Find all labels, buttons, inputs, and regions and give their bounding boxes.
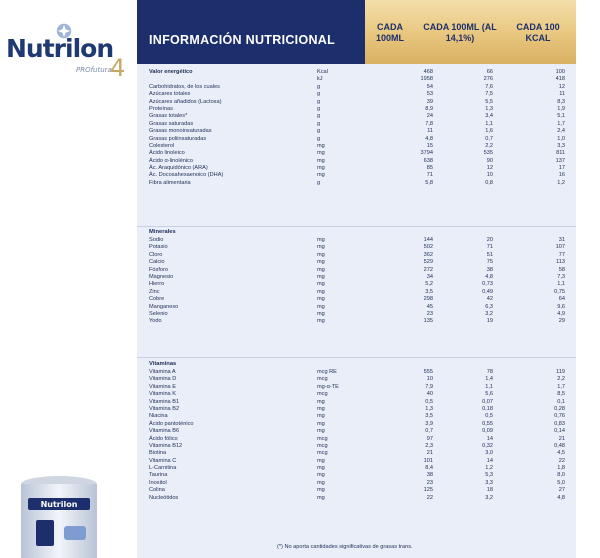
value-per-100kcal: 29	[558, 318, 565, 325]
nutrient-unit: mcg	[317, 391, 328, 398]
value-per-100ml: 125	[423, 487, 433, 494]
nutrient-unit: mg	[317, 142, 325, 149]
value-per-100ml-14: 0,5	[485, 413, 493, 420]
value-per-100ml-14: 66	[486, 69, 493, 75]
value-per-100kcal: 8,0	[557, 472, 565, 479]
value-per-100kcal: 31	[558, 237, 565, 243]
nutrient-name: Ác. Araquidónico (ARA)	[149, 165, 208, 172]
nutrient-name: Azúcares totales	[149, 91, 191, 98]
value-per-100ml: 298	[423, 296, 433, 303]
value-per-100ml: 38	[426, 472, 433, 479]
table-row	[149, 406, 569, 413]
value-per-100kcal: 8,3	[557, 98, 565, 105]
nutrient-unit: g	[317, 105, 321, 112]
value-per-100kcal: 0,28	[554, 405, 565, 412]
brand-sub: PROfutura	[76, 66, 112, 74]
nutrient-name: Taurina	[149, 472, 168, 479]
value-per-100ml: 15	[426, 142, 433, 149]
value-per-100ml-14: 4,8	[485, 273, 493, 280]
nutrient-unit: mg	[317, 273, 325, 280]
value-per-100kcal: 64	[558, 296, 565, 303]
value-per-100ml-14: 3,2	[485, 310, 493, 317]
table-row	[149, 296, 569, 303]
panel-title: INFORMACIÓN NUTRICIONAL	[149, 33, 336, 47]
nutrient-name: Vitamina A	[149, 369, 176, 375]
value-per-100kcal: 137	[555, 157, 565, 164]
table-row	[149, 180, 569, 187]
value-per-100ml: 7,9	[425, 383, 433, 390]
svg-text:Nutrilon: Nutrilon	[40, 500, 78, 509]
nutrient-unit: mg	[317, 237, 325, 243]
nutrient-name: Niacina	[149, 413, 168, 420]
value-per-100kcal: 0,48	[554, 442, 565, 449]
divider	[137, 357, 576, 358]
nutrient-name: Azúcares añadidos (Lactosa)	[149, 98, 222, 105]
value-per-100ml-14: 535	[483, 150, 493, 157]
value-per-100ml: 468	[423, 69, 433, 75]
value-per-100ml-14: 3,4	[485, 113, 493, 120]
value-per-100ml: 5,2	[425, 281, 433, 288]
table-row	[149, 443, 569, 450]
value-per-100ml: 53	[426, 91, 433, 98]
value-per-100kcal: 3,3	[557, 142, 565, 149]
value-per-100ml: 638	[423, 157, 433, 164]
nutrient-name: Grasas monoinsaturadas	[149, 128, 212, 135]
table-row	[149, 436, 569, 443]
table-row	[149, 480, 569, 487]
value-per-100ml-14: 14	[486, 435, 493, 442]
nutrient-unit: mg	[317, 266, 325, 273]
table-row	[149, 143, 569, 150]
value-per-100ml: 272	[423, 266, 433, 273]
value-per-100ml: 3,5	[425, 413, 433, 420]
value-per-100kcal: 4,5	[557, 450, 565, 457]
nutrient-name: Zinc	[149, 288, 160, 295]
value-per-100ml: 54	[426, 83, 433, 90]
table-row	[149, 172, 569, 179]
nutrient-unit: mg	[317, 296, 325, 303]
value-per-100ml: 1,3	[425, 405, 433, 412]
value-per-100ml: 2,3	[425, 442, 433, 449]
value-per-100ml-14: 0,09	[482, 428, 493, 435]
nutrient-name: Ácido pantoténico	[149, 420, 194, 427]
value-per-100ml-14: 7,6	[485, 83, 493, 90]
table-row	[149, 450, 569, 457]
table-row	[149, 458, 569, 465]
nutrient-unit: mg	[317, 428, 325, 435]
column-header-per-100ml-14: CADA 100ML (AL 14,1%)	[423, 22, 497, 43]
nutrient-name: Colina	[149, 487, 165, 494]
value-per-100ml: 22	[426, 494, 433, 501]
nutrient-name: Calcio	[149, 259, 165, 266]
nutrient-name: Vitamina D	[149, 376, 177, 383]
value-per-100ml-14: 0,8	[485, 179, 493, 186]
nutrient-unit: g	[317, 83, 321, 90]
nutrient-unit: g	[317, 179, 321, 186]
nutrient-name: Ácido α-linolénico	[149, 157, 193, 164]
table-row	[149, 413, 569, 420]
value-per-100ml: 3794	[420, 150, 433, 157]
nutrient-unit: mg	[317, 310, 325, 317]
table-row	[149, 252, 569, 259]
table-row	[149, 244, 569, 251]
value-per-100ml: 4,8	[425, 135, 433, 142]
value-per-100ml-14: 1,1	[485, 120, 493, 127]
value-per-100ml-14: 19	[486, 318, 493, 325]
value-per-100ml: 10	[426, 376, 433, 383]
value-per-100ml: 362	[423, 251, 433, 258]
value-per-100kcal: 12	[558, 83, 565, 90]
column-header-per-100ml: CADA 100ML	[375, 22, 404, 43]
nutrient-unit: g	[317, 98, 321, 105]
nutrient-unit: mg	[317, 487, 325, 494]
value-per-100ml: 135	[423, 318, 433, 325]
value-per-100kcal: 1,0	[557, 135, 565, 142]
nutrient-name: Vitamina B2	[149, 405, 180, 412]
value-per-100kcal: 27	[558, 487, 565, 494]
table-row	[149, 113, 569, 120]
table-row	[149, 91, 569, 98]
value-per-100kcal: 811	[556, 150, 565, 157]
value-per-100ml-14: 14	[486, 457, 493, 464]
nutrient-name: Selenio	[149, 310, 168, 317]
nutrient-name: Inositol	[149, 479, 167, 486]
value-per-100ml: 7,8	[425, 120, 433, 127]
nutrient-name: Fósforo	[149, 266, 168, 273]
value-per-100kcal: 0,75	[554, 288, 565, 295]
value-per-100ml-14: 42	[486, 296, 493, 303]
value-per-100kcal: 22	[558, 457, 565, 464]
nutrient-unit: mg	[317, 457, 325, 464]
table-row	[149, 99, 569, 106]
value-per-100ml: 23	[426, 310, 433, 317]
value-per-100kcal: 119	[556, 369, 565, 375]
value-per-100ml: 97	[426, 435, 433, 442]
value-per-100ml: 23	[426, 479, 433, 486]
table-row	[149, 69, 569, 76]
value-per-100ml-14: 71	[486, 244, 493, 251]
nutrient-unit: g	[317, 120, 321, 127]
value-per-100ml: 71	[426, 172, 433, 179]
nutrient-unit: mcg	[317, 435, 328, 442]
table-row	[149, 259, 569, 266]
nutrient-name: Carbohidratos, de los cuales	[149, 83, 220, 90]
value-per-100kcal: 7,3	[557, 273, 565, 280]
nutrient-unit: Kcal	[317, 69, 328, 75]
nutrient-name: Vitamina E	[149, 383, 176, 390]
nutrient-unit: mg	[317, 494, 325, 501]
value-per-100ml: 144	[423, 237, 433, 243]
nutrient-unit: mg	[317, 251, 325, 258]
value-per-100kcal: 113	[556, 259, 565, 266]
nutrient-unit: mcg	[317, 376, 328, 383]
value-per-100kcal: 9,6	[557, 303, 565, 310]
value-per-100ml: 3,5	[425, 288, 433, 295]
value-per-100kcal: 58	[558, 266, 565, 273]
value-per-100ml: 34	[426, 273, 433, 280]
table-row	[149, 391, 569, 398]
value-per-100ml-14: 1,3	[485, 105, 493, 112]
value-per-100kcal: 1,2	[557, 179, 565, 186]
value-per-100kcal: 1,1	[557, 281, 565, 288]
nutrient-unit: g	[317, 113, 321, 120]
value-per-100ml-14: 3,2	[485, 494, 493, 501]
nutrient-name: Vitamina K	[149, 391, 176, 398]
table-row	[149, 472, 569, 479]
value-per-100kcal: 1,9	[557, 105, 565, 112]
table-row	[149, 274, 569, 281]
table-row	[149, 487, 569, 494]
value-per-100ml: 0,5	[425, 398, 433, 405]
vitamins-title: Vitaminas	[149, 361, 177, 367]
footnote: (*) No aporta cantidades significativas de grasas trans.	[277, 544, 413, 550]
table-row	[149, 318, 569, 325]
table-row	[149, 369, 569, 376]
value-per-100kcal: 2,2	[557, 376, 565, 383]
value-per-100kcal: 0,1	[557, 398, 565, 405]
brand-column	[0, 0, 137, 558]
table-row	[149, 399, 569, 406]
value-per-100ml-14: 3,3	[485, 479, 493, 486]
value-per-100ml-14: 0,7	[485, 135, 493, 142]
table-row	[149, 304, 569, 311]
value-per-100kcal: 0,76	[554, 413, 565, 420]
value-per-100ml: 39	[426, 98, 433, 105]
value-per-100kcal: 16	[558, 172, 565, 179]
value-per-100ml: 85	[426, 165, 433, 172]
nutrient-name: Ác. Docosahexaenoico (DHA)	[149, 172, 224, 179]
value-per-100ml-14: 0,55	[482, 420, 493, 427]
value-per-100ml-14: 0,73	[482, 281, 493, 288]
nutrient-unit: mg	[317, 479, 325, 486]
value-per-100ml-14: 1,2	[485, 465, 493, 472]
product-can-image	[14, 474, 104, 558]
nutrient-unit: mg	[317, 165, 325, 172]
table-row	[149, 421, 569, 428]
value-per-100ml: 21	[426, 450, 433, 457]
nutrient-unit: mg	[317, 413, 325, 420]
minerals-table	[149, 237, 569, 326]
table-row	[149, 106, 569, 113]
table-row	[149, 465, 569, 472]
nutrient-unit: mg-α-TE	[317, 383, 339, 390]
value-per-100ml-14: 5,5	[485, 98, 493, 105]
value-per-100ml: 0,7	[425, 428, 433, 435]
nutrient-name: Colesterol	[149, 142, 175, 149]
brand-number: 4	[110, 54, 126, 82]
nutrient-unit: mg	[317, 405, 325, 412]
value-per-100ml: 1958	[420, 76, 433, 83]
value-per-100ml: 555	[423, 369, 433, 375]
value-per-100ml-14: 90	[486, 157, 493, 164]
value-per-100ml-14: 18	[486, 487, 493, 494]
nutrient-name: Vitamina C	[149, 457, 177, 464]
nutrient-name: Grasas poliinsaturadas	[149, 135, 207, 142]
value-per-100kcal: 1,7	[557, 120, 565, 127]
value-per-100kcal: 1,8	[557, 465, 565, 472]
nutrient-unit: mg	[317, 244, 325, 251]
table-row	[149, 289, 569, 296]
table-row	[149, 376, 569, 383]
nutrient-unit: mg	[317, 303, 325, 310]
value-per-100ml-14: 276	[483, 76, 493, 83]
minerals-section	[149, 228, 569, 326]
value-per-100kcal: 418	[555, 76, 565, 83]
table-row	[149, 158, 569, 165]
value-per-100ml-14: 38	[486, 266, 493, 273]
nutrient-unit: mcg	[317, 450, 328, 457]
value-per-100ml-14: 0,49	[482, 288, 493, 295]
value-per-100kcal: 5,0	[557, 479, 565, 486]
value-per-100ml-14: 51	[486, 251, 493, 258]
table-row	[149, 281, 569, 288]
value-per-100kcal: 8,5	[557, 391, 565, 398]
nutrient-unit: mg	[317, 288, 325, 295]
value-per-100ml-14: 1,1	[485, 383, 493, 390]
table-row	[149, 267, 569, 274]
nutrient-unit: mg	[317, 172, 325, 179]
value-per-100ml-14: 0,18	[482, 405, 493, 412]
brand-name: Nutrilon	[6, 34, 114, 63]
nutrient-name: Valor energético	[149, 69, 193, 75]
nutrient-unit: kJ	[317, 76, 323, 83]
value-per-100kcal: 5,1	[557, 113, 565, 120]
nutrient-name: Cobre	[149, 296, 165, 303]
nutrient-unit: mg	[317, 398, 325, 405]
table-row	[149, 311, 569, 318]
value-per-100ml: 3,9	[425, 420, 433, 427]
energy-table	[149, 69, 569, 187]
nutrient-name: Nucleótidos	[149, 494, 179, 501]
nutrient-name: Hierro	[149, 281, 165, 288]
value-per-100kcal: 17	[558, 165, 565, 172]
value-per-100kcal: 0,83	[554, 420, 565, 427]
value-per-100ml-14: 1,4	[485, 376, 493, 383]
nutrient-name: Ácido linoleico	[149, 150, 185, 157]
table-row	[149, 76, 569, 83]
value-per-100ml-14: 0,32	[482, 442, 493, 449]
nutrition-panel	[137, 0, 576, 558]
nutrient-name: Manganeso	[149, 303, 179, 310]
table-row	[149, 495, 569, 502]
value-per-100ml-14: 2,2	[485, 142, 493, 149]
table-row	[149, 84, 569, 91]
value-per-100ml-14: 78	[486, 369, 493, 375]
value-per-100ml: 529	[423, 259, 433, 266]
value-per-100kcal: 11	[559, 91, 565, 98]
value-per-100kcal: 100	[555, 69, 565, 75]
value-per-100ml: 11	[427, 128, 433, 135]
nutrient-unit: mg	[317, 420, 325, 427]
nutrient-unit: g	[317, 128, 321, 135]
value-per-100ml: 5,8	[425, 179, 433, 186]
nutrient-name: L-Carnitina	[149, 465, 177, 472]
table-row	[149, 428, 569, 435]
value-per-100kcal: 1,7	[557, 383, 565, 390]
nutrient-name: Proteínas	[149, 105, 173, 112]
value-per-100kcal: 0,14	[554, 428, 565, 435]
table-row	[149, 121, 569, 128]
value-per-100ml: 8,9	[425, 105, 433, 112]
nutrient-unit: mg	[317, 157, 325, 164]
nutrient-name: Yodo	[149, 318, 162, 325]
nutrient-name: Cloro	[149, 251, 163, 258]
nutrient-name: Vitamina B6	[149, 428, 180, 435]
value-per-100kcal: 4,9	[557, 310, 565, 317]
nutrient-unit: mg	[317, 150, 325, 157]
nutrient-name: Grasas saturadas	[149, 120, 194, 127]
table-row	[149, 150, 569, 157]
value-per-100ml: 45	[426, 303, 433, 310]
value-per-100ml: 8,4	[425, 465, 433, 472]
table-row	[149, 136, 569, 143]
value-per-100ml-14: 5,3	[485, 472, 493, 479]
table-row	[149, 237, 569, 244]
value-per-100ml-14: 1,6	[485, 128, 493, 135]
nutrient-name: Vitamina B1	[149, 398, 180, 405]
column-header-per-100kcal: CADA 100 KCAL	[516, 22, 560, 43]
vitamins-section	[149, 360, 569, 502]
value-per-100ml-14: 10	[486, 172, 493, 179]
value-per-100kcal: 2,4	[557, 128, 565, 135]
minerals-title: Minerales	[149, 229, 176, 235]
vitamins-table	[149, 369, 569, 502]
value-per-100ml-14: 0,07	[482, 398, 493, 405]
value-per-100ml-14: 7,5	[485, 91, 493, 98]
value-per-100kcal: 77	[558, 251, 565, 258]
nutrient-unit: mg	[317, 465, 325, 472]
value-per-100ml: 502	[423, 244, 433, 251]
value-per-100ml-14: 3,0	[485, 450, 493, 457]
nutrient-unit: g	[317, 91, 321, 98]
value-per-100ml-14: 12	[486, 165, 493, 172]
nutrient-name: Ácido fólico	[149, 435, 178, 442]
value-per-100ml-14: 75	[486, 259, 493, 266]
value-per-100kcal: 4,8	[557, 494, 565, 501]
nutrient-unit: mg	[317, 472, 325, 479]
table-row	[149, 128, 569, 135]
nutrient-unit: g	[317, 135, 321, 142]
table-row	[149, 384, 569, 391]
nutrient-name: Magnesio	[149, 273, 174, 280]
value-per-100ml: 101	[423, 457, 433, 464]
nutrient-name: Sodio	[149, 237, 164, 243]
nutrient-name: Fibra alimentaria	[149, 179, 191, 186]
nutrient-unit: mg	[317, 318, 325, 325]
nutrient-unit: mcg RE	[317, 369, 337, 375]
nutrient-name: Vitamina B12	[149, 442, 183, 449]
nutrient-unit: mcg	[317, 442, 328, 449]
divider	[137, 226, 576, 227]
nutrient-name: Grasas totales*	[149, 113, 188, 120]
value-per-100ml: 40	[426, 391, 433, 398]
value-per-100kcal: 107	[555, 244, 565, 251]
nutrilon-logo	[6, 22, 132, 82]
value-per-100ml-14: 5,6	[485, 391, 493, 398]
nutrient-unit: mg	[317, 281, 325, 288]
nutrient-name: Biotina	[149, 450, 167, 457]
value-per-100ml-14: 20	[486, 237, 493, 243]
value-per-100kcal: 21	[558, 435, 565, 442]
nutrient-unit: mg	[317, 259, 325, 266]
value-per-100ml-14: 6,3	[485, 303, 493, 310]
nutrient-name: Potasio	[149, 244, 168, 251]
value-per-100ml: 24	[426, 113, 433, 120]
